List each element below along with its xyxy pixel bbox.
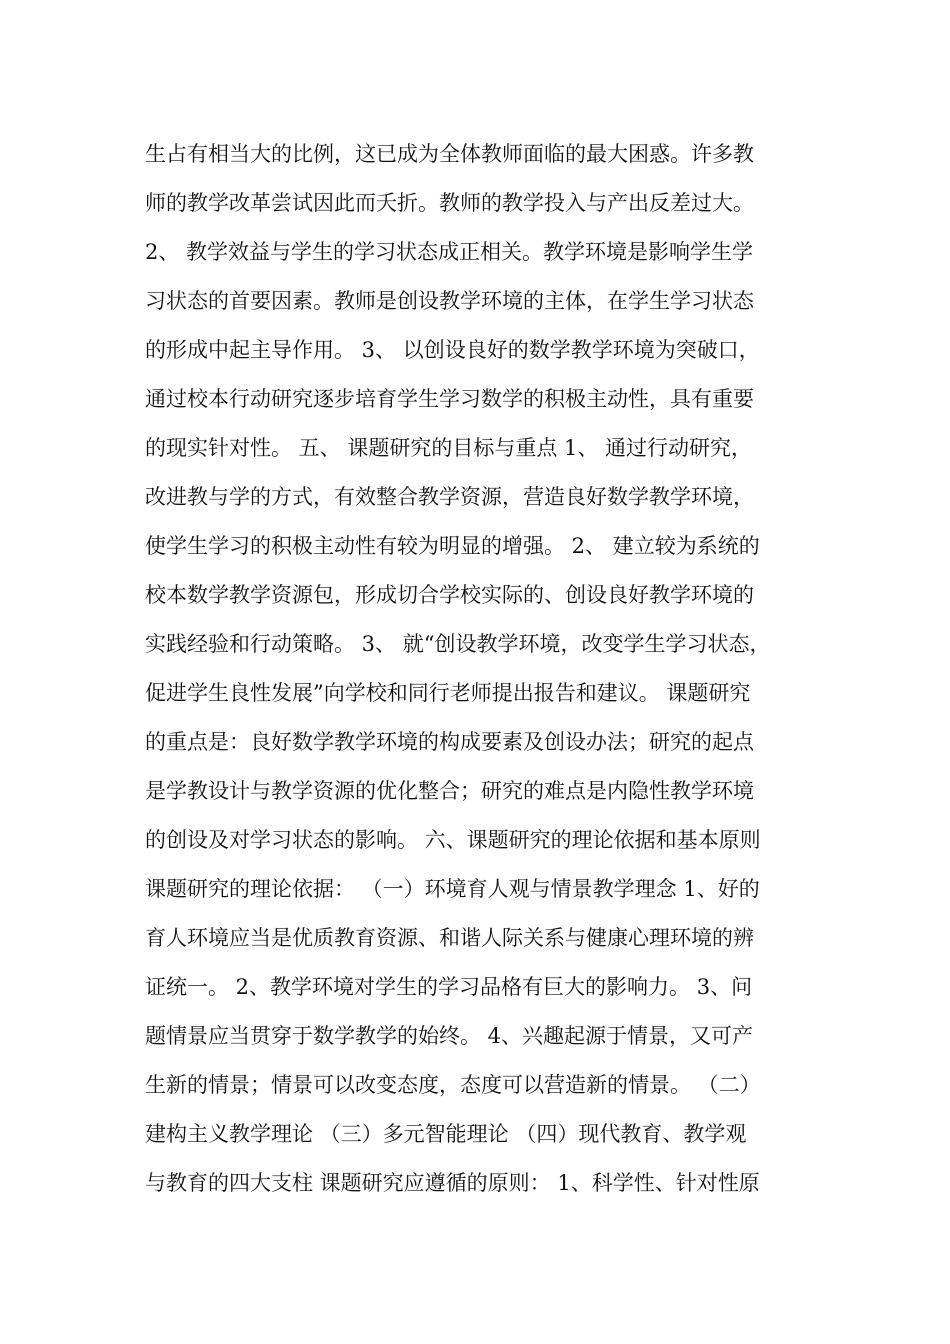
text-line: 使学生学习的积极主动性有较为明显的增强。 2、 建立较为系统的 — [145, 534, 760, 558]
text-line: 2、 教学效益与学生的学习状态成正相关。教学环境是影响学生学 — [145, 240, 754, 264]
text-line: 建构主义教学理论 （三）多元智能理论 （四）现代教育、教学观 — [145, 1122, 747, 1146]
text-line: 生新的情景；情景可以改变态度，态度可以营造新的情景。 （二） — [145, 1073, 761, 1097]
text-line: 促进学生良性发展”向学校和同行老师提出报告和建议。 课题研究 — [145, 681, 751, 705]
text-line: 实践经验和行动策略。 3、 就“创设教学环境，改变学生学习状态， — [145, 632, 771, 656]
text-line: 与教育的四大支柱 课题研究应遵循的原则： 1、科学性、针对性原 — [145, 1171, 760, 1195]
text-line: 题情景应当贯穿于数学教学的始终。 4、兴趣起源于情景，又可产 — [145, 1024, 754, 1048]
text-line: 习状态的首要因素。教师是创设教学环境的主体，在学生学习状态 — [145, 289, 754, 313]
text-line: 校本数学教学资源包，形成切合学校实际的、创设良好教学环境的 — [145, 583, 754, 607]
text-line: 的重点是：良好数学教学环境的构成要素及创设办法；研究的起点 — [145, 730, 754, 754]
text-line: 师的教学改革尝试因此而夭折。教师的教学投入与产出反差过大。 — [145, 191, 754, 215]
text-line: 生占有相当大的比例，这已成为全体教师面临的最大困惑。许多教 — [145, 142, 754, 166]
text-line: 是学教设计与教学资源的优化整合；研究的难点是内隐性教学环境 — [145, 779, 754, 803]
text-line: 通过校本行动研究逐步培育学生学习数学的积极主动性，具有重要 — [145, 387, 754, 411]
text-line: 课题研究的理论依据： （一）环境育人观与情景教学理念 1、好的 — [145, 877, 760, 901]
text-line: 育人环境应当是优质教育资源、和谐人际关系与健康心理环境的辨 — [145, 926, 754, 950]
text-line: 的现实针对性。 五、 课题研究的目标与重点 1、 通过行动研究， — [145, 436, 753, 460]
text-line: 的形成中起主导作用。 3、 以创设良好的数学教学环境为突破口， — [145, 338, 760, 362]
text-line: 的创设及对学习状态的影响。 六、课题研究的理论依据和基本原则 — [145, 828, 761, 852]
body-text — [145, 130, 835, 1208]
text-line: 改进教与学的方式，有效整合教学资源，营造良好数学教学环境， — [145, 485, 754, 509]
text-line: 证统一。 2、教学环境对学生的学习品格有巨大的影响力。 3、问 — [145, 975, 753, 999]
